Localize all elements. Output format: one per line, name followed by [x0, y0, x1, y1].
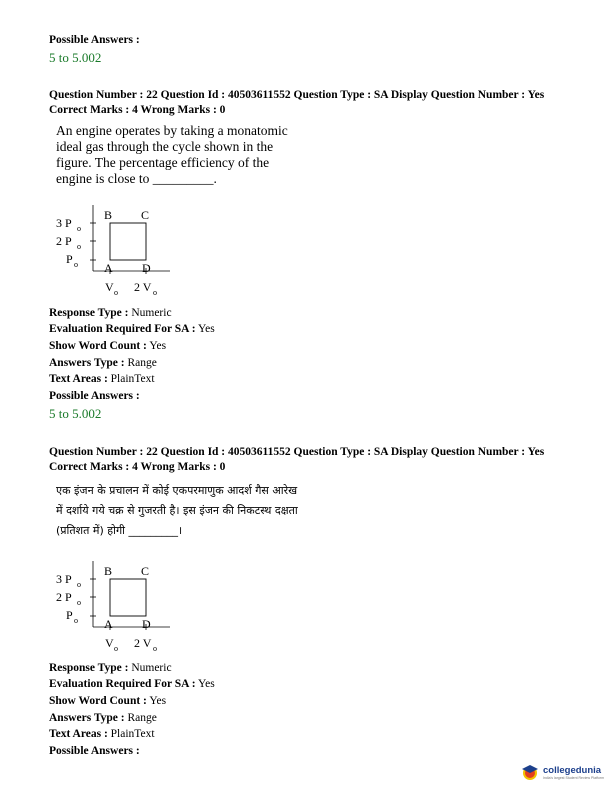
label-2v0: 2 V: [134, 636, 152, 650]
corner-c: C: [141, 208, 150, 222]
possible-answers-label: Possible Answers :: [49, 745, 140, 757]
label-2p0: 2 P: [56, 234, 72, 248]
svg-text:o: o: [74, 616, 78, 625]
possible-answers-label: Possible Answers :: [49, 390, 140, 402]
svg-text:o: o: [114, 644, 118, 653]
show-word-count: Show Word Count : Yes: [49, 695, 167, 707]
marks-line: Correct Marks : 4 Wrong Marks : 0: [49, 104, 226, 116]
corner-a: A: [104, 261, 113, 275]
text-areas: Text Areas : PlainText: [49, 728, 155, 740]
corner-a: A: [104, 617, 113, 631]
evaluation-required: Evaluation Required For SA : Yes: [49, 323, 215, 335]
pv-diagram: [50, 205, 190, 305]
label-3p0: 3 P: [56, 216, 72, 230]
svg-text:o: o: [153, 644, 157, 653]
possible-answers-label: Possible Answers :: [49, 34, 140, 46]
label-3p0: 3 P: [56, 572, 72, 586]
svg-text:o: o: [114, 288, 118, 297]
response-type: Response Type : Numeric: [49, 307, 172, 319]
marks-line: Correct Marks : 4 Wrong Marks : 0: [49, 461, 226, 473]
question-header: Question Number : 22 Question Id : 40503611552 Question Type : SA Display Question Number : Yes: [49, 446, 545, 458]
corner-b: B: [104, 564, 113, 578]
label-2p0: 2 P: [56, 590, 72, 604]
svg-text:o: o: [77, 242, 81, 251]
svg-text:o: o: [77, 598, 81, 607]
text-areas: Text Areas : PlainText: [49, 373, 155, 385]
svg-text:o: o: [74, 260, 78, 269]
question-text: An engine operates by taking a monatomic ideal gas through the cycle shown in the figure. The percentage efficiency of the engine is close to _________.: [56, 123, 288, 186]
question-header: Question Number : 22 Question Id : 40503611552 Question Type : SA Display Question Number : Yes: [49, 89, 545, 101]
label-v0: V: [105, 280, 114, 294]
svg-text:o: o: [153, 288, 157, 297]
question-text: एक इंजन के प्रचालन में कोई एकपरमाणुक आदर्श गैस आरेख में दर्शाये गये चक्र से गुजरती है। इस इंजन की निकटस्थ दक्षता (प्रतिशत में) होगी _________।: [56, 484, 298, 537]
label-v0: V: [105, 636, 114, 650]
answers-type: Answers Type : Range: [49, 712, 157, 724]
corner-b: B: [104, 208, 113, 222]
evaluation-required: Evaluation Required For SA : Yes: [49, 678, 215, 690]
svg-text:o: o: [77, 224, 81, 233]
answers-type: Answers Type : Range: [49, 357, 157, 369]
possible-answers-value: 5 to 5.002: [49, 50, 102, 65]
label-p0: P: [66, 608, 73, 622]
graduate-cap-icon: [520, 762, 540, 782]
possible-answers-value: 5 to 5.002: [49, 406, 102, 421]
corner-d: D: [142, 261, 151, 275]
corner-d: D: [142, 617, 151, 631]
svg-text:o: o: [77, 580, 81, 589]
label-p0: P: [66, 252, 73, 266]
collegedunia-logo: collegedunia India's largest Student Review Platform: [520, 762, 604, 782]
pv-diagram: [50, 561, 190, 661]
corner-c: C: [141, 564, 150, 578]
response-type: Response Type : Numeric: [49, 662, 172, 674]
label-2v0: 2 V: [134, 280, 152, 294]
show-word-count: Show Word Count : Yes: [49, 340, 167, 352]
